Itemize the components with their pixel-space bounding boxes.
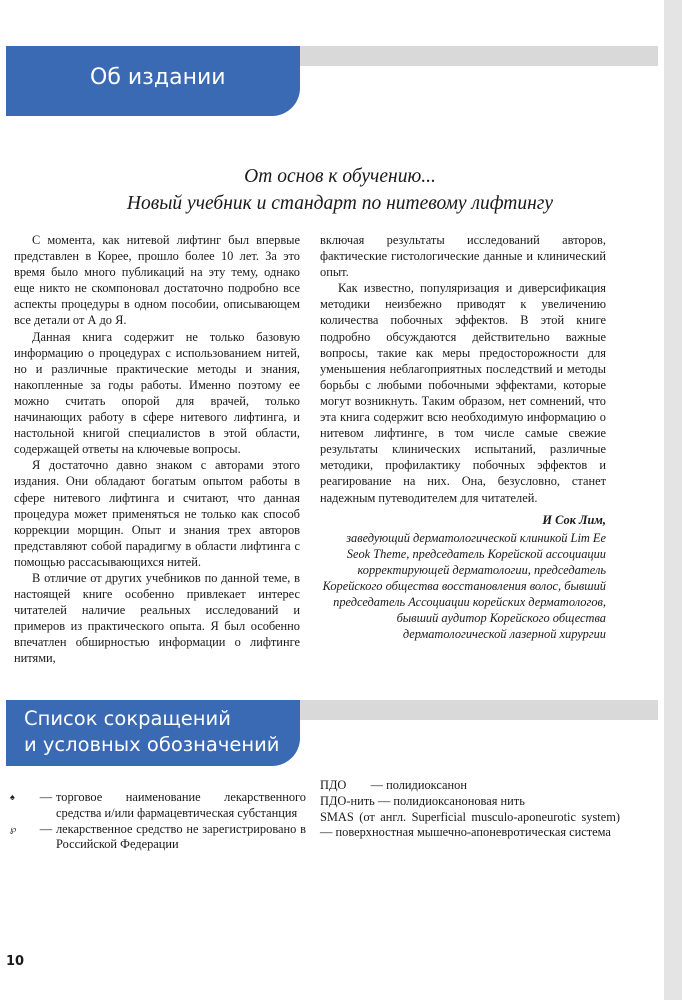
abbreviation-description: — полидиоксаноновая нить [377,793,525,808]
abbreviation-term: SMAS (от англ. Superficial musculo-aponeurotic system) [320,809,620,824]
section-title: Об издании [90,65,226,90]
abbreviation-description: лекарственное средство не зарегистрировано в Российской Федерации [56,821,306,852]
abbreviation-term: ПДО [320,778,347,792]
abbreviations-right [320,778,620,841]
paragraph: включая результаты исследований авторов, фактические гистологические данные и клинический опыт. [320,233,606,280]
subtitle-line-2: Новый учебник и стандарт по нитевому лифтингу [126,193,554,214]
paragraph: В отличие от других учебников по данной теме, в настоящей книге особенно привлекает интерес читателей наличие реальных исследований и примеров из практического опыта. Я был особенно впечатлен обширностью информации о лифтинге нитями, [14,570,300,666]
abbreviation-item [10,822,306,854]
abbreviation-description: — поверхностная мышечно-апоневротическая система [320,825,611,840]
header-rule [300,46,658,66]
right-text-column [320,232,606,642]
paragraph: С момента, как нитевой лифтинг был впервые представлен в Корее, прошло более 10 лет. За это время было много публикаций на эту тему, однако еще никто не скомпоновал достаточно подробно все аспекты процедуры в одном пособии, описывающем все детали от А до Я. [14,233,300,328]
subtitle-line-1: От основ к обучению... [244,166,436,187]
abbreviation-dash: — [39,790,53,804]
signature-role: заведующий дерматологической клиникой Lim Ee Seok Theme, председатель Корейской ассоциации корректирующей дерматологии, председатель Корейского общества восстановления волос, бывший председатель Ассоциации корейских дерматологов, бывший аудитор Корейского общества дерматологической лазерной хирургии [322,530,606,642]
left-text-column [14,232,300,667]
paragraph: Как известно, популяризация и диверсификация методики неизбежно приводят к увеличению количества побочных эффектов. В этой книге подробно обсуждаются действительно важные вопросы, такие как меры предосторожности для уменьшения неблагоприятных последствий и методы борьбы с любыми побочными эффектами, которые могут возникнуть. Таким образом, нет сомнений, что эта книга содержит всю необходимую информацию о нитевом лифтинге, в том числе самые свежие результаты клинических испытаний, различные методики, профилактику побочных эффектов и реагирование на них. Она, безусловно, станет надежным путеводителем для читателей. [320,281,606,505]
header-rule [300,700,658,720]
signature-name: И Сок Лим, [542,512,606,527]
abbreviation-item [320,778,620,794]
section-title-line-1: Список сокращений [24,707,231,730]
paragraph: Данная книга содержит не только базовую информацию о процедурах с использованием нитей, но и различные практические методы и знания, накопленные за годы работы. Именно поэтому ее можно считать опорой для врачей, только начинающих работу в сфере нитевого лифтинга, и настольной книгой специалистов в этой области, содержащей ответы на ключевые вопросы. [14,329,300,457]
abbreviation-dash: — [39,821,53,836]
page-number: 10 [6,954,25,969]
abbreviation-description: торговое наименование лекарственного средства и/или фармацевтическая субстанция [56,790,306,820]
abbreviation-item [320,794,620,810]
paragraph: Я достаточно давно знаком с авторами этого издания. Они обладают богатым опытом работы в сфере нитевого лифтинга и считают, что данная процедура может применяться не только как способ коррекции морщин. Опыт и знания трех авторов представляют собой парадигму в области лифтинга с помощью рассасывающихся нитей. [14,458,300,569]
abbreviation-item [320,810,620,842]
subtitle [60,163,620,217]
abbreviation-item [10,790,306,822]
section-header-about [6,46,300,116]
section-header-abbreviations [6,700,300,766]
trade-name-symbol-icon: ♠ [10,792,15,802]
unregistered-symbol-icon: ℘ [10,823,17,834]
page-edge-strip [664,0,682,1000]
abbreviations-left [10,790,306,853]
abbreviation-term: ПДО-нить [320,793,375,808]
section-title-line-2: и условных обозначений [24,733,280,756]
abbreviation-description: — полидиоксанон [370,778,467,792]
